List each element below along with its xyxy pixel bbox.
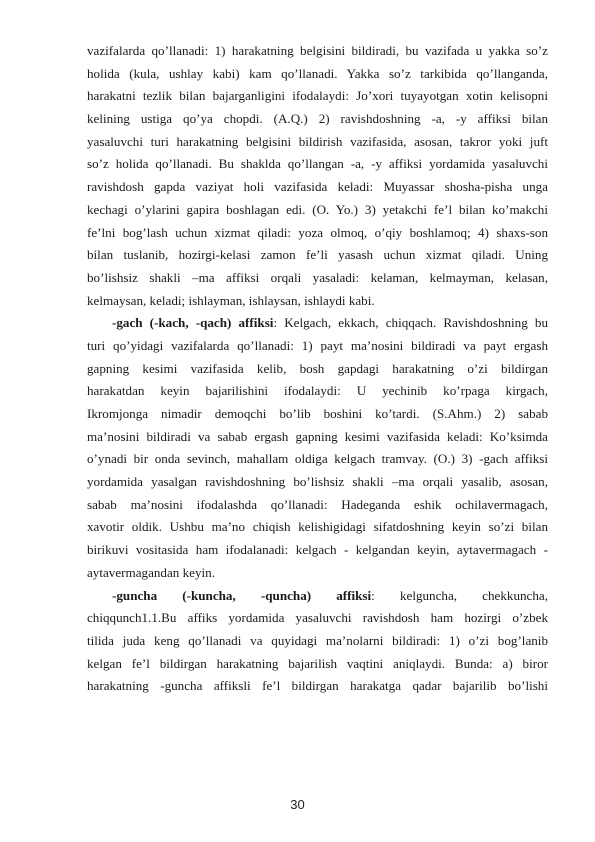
text-line: Ikromjonga nimadir demoqchi bo’lib boshini ko’tardi. (S.Ahm.) 2) sabab xyxy=(87,406,548,421)
term-heading: -guncha (-kuncha, -quncha) affiksi xyxy=(112,587,372,603)
text-line: tilida juda keng qo’llanadi va quyidagi ma’nolarni bildiradi: 1) o’zi bog’lanib xyxy=(87,632,548,648)
text-line: chiqqunch1.1.Bu affiks yordamida yasaluvchi ravishdosh ham hozirgi o’zbek xyxy=(87,610,548,626)
text-line xyxy=(87,312,548,335)
paragraph-2 xyxy=(87,312,548,584)
text-line: harakatdan keyin bajarilishini ifodalaydi: U yechinib ko’rpaga kirgach, xyxy=(87,383,548,399)
paragraph-1 xyxy=(87,40,548,312)
term-definition: : Kelgach, ekkach, chiqqach. Ravishdoshning bu xyxy=(273,315,548,331)
page-number: 30 xyxy=(290,797,305,812)
text-line: vazifalarda qo’llanadi: 1) harakatning belgisini bildiradi, bu vazifada u yakka so’z xyxy=(87,43,548,58)
text-line: kelmaysan, keladi; ishlayman, ishlaysan, ishlaydi kabi. xyxy=(87,292,375,308)
text-line: sabab ma’nosini ifodalashda qo’llanadi: Hadeganda eshik ochilavermagach, xyxy=(87,496,548,512)
text-line: bo’lishsiz shakli –ma affiksi orqali yasaladi: kelaman, kelmayman, kelasan, xyxy=(87,269,548,285)
text-line: o’ynadi bir onda sevinch, mahallam oldiga kelgach tramvay. (O.) 3) -gach affiksi xyxy=(87,451,548,467)
paragraph-3 xyxy=(87,585,548,698)
text-line: kelining ustiga qo’ya chopdi. (A.Q.) 2) ravishdoshning -a, -y affiksi bilan xyxy=(87,111,548,127)
text-line: ravishdosh gapda vaziyat holi vazifasida keladi: Muyassar shosha-pisha unga xyxy=(87,179,548,195)
text-line: fe’lni bog’lash uchun xizmat qiladi: yoza olmoq, o’qiy boshlamoq; 4) shaxs-son xyxy=(87,224,548,240)
text-line: holida (kula, ushlay kabi) kam qo’llanadi. Yakka so’z tarkibida qo’llanganda, xyxy=(87,65,548,81)
text-line: turi qo’yidagi vazifalarda qo’llanadi: 1) payt ma’nosini bildiradi va payt ergash xyxy=(87,337,548,353)
text-line: harakatning -guncha affiksli fe’l bildirgan harakatga qadar bajarilib bo’lishi xyxy=(87,678,548,694)
text-line xyxy=(87,585,548,608)
text-line: aytavermagandan keyin. xyxy=(87,564,215,580)
text-line: yordamida yasalgan ravishdoshning bo’lishsiz shakli –ma orqali yasalib, asosan, xyxy=(87,474,548,490)
term-definition: : kelguncha, chekkuncha, xyxy=(371,587,548,603)
text-line: yasaluvchi turi harakatning belgisini bildirish vazifasida, asosan, takror yoki juft xyxy=(87,133,548,149)
text-line: kechagi o’ylarini gapira boshlagan edi. (O. Yo.) 3) yetakchi fe’l bilan ko’makchi xyxy=(87,201,548,217)
term-heading: -gach (-kach, -qach) affiksi xyxy=(112,315,274,331)
text-line: kelgan fe’l bildirgan harakatning bajarilish vaqtini aniqlaydi. Bunda: a) biror xyxy=(87,655,548,671)
text-line: ma’nosini bildiradi va sabab ergash gapning kesimi vazifasida keladi: Ko’ksimda xyxy=(87,428,548,444)
text-line: xavotir oldik. Ushbu ma’no chiqish kelishigidagi sifatdoshning keyin so’zi bilan xyxy=(87,519,548,535)
text-line: gapning kesimi vazifasida kelib, bosh gapdagi harakatning o’zi bildirgan xyxy=(87,360,548,376)
text-line: bilan tuslanib, hozirgi-kelasi zamon fe’li yasash uchun xizmat qiladi. Uning xyxy=(87,247,548,263)
text-line: birikuvi vositasida ham ifodalanadi: kelgach - kelgandan keyin, aytavermagach - xyxy=(87,542,548,558)
text-line: harakatni tezlik bilan bajarganligini ifodalaydi: Jo’xori tuyayotgan xotin kelisopni xyxy=(87,88,548,104)
text-line: so’z holida qo’llanadi. Bu shaklda qo’llangan -a, -y affiksi yordamida yasaluvchi xyxy=(87,156,548,172)
document-page xyxy=(87,40,548,698)
